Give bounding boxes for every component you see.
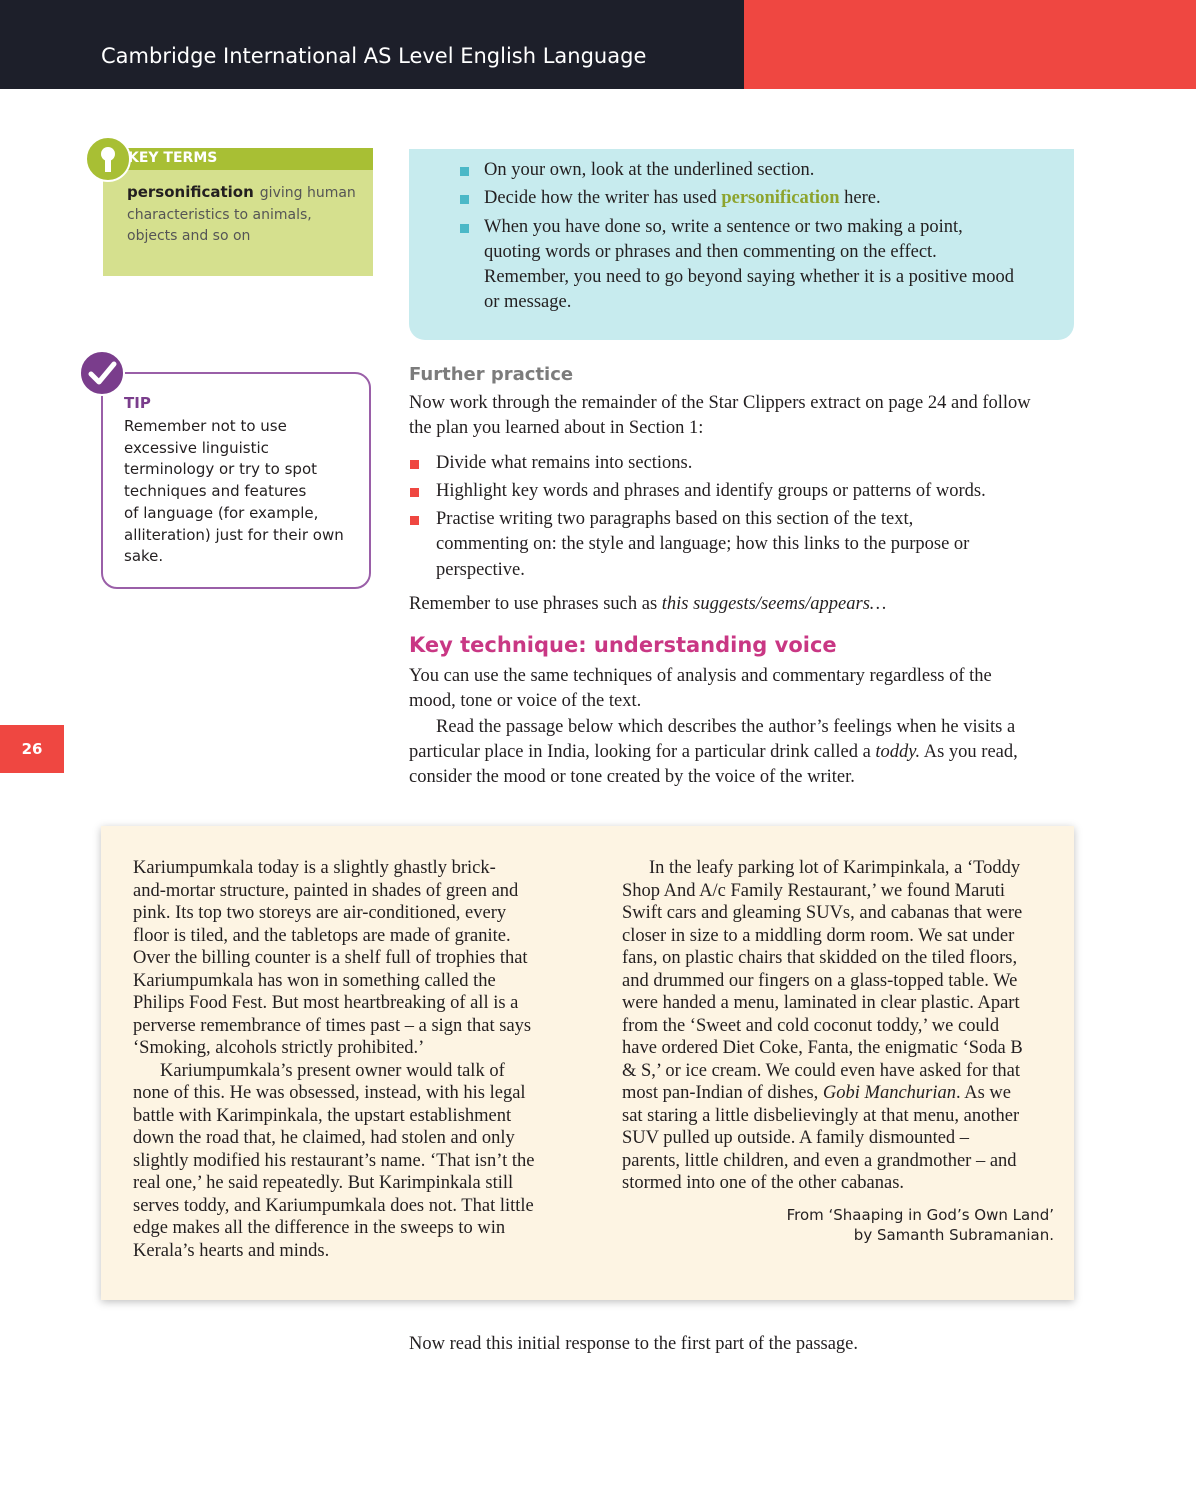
key-technique-body: You can use the same techniques of analysis and commentary regardless of the mood, tone or voice of the text. Read the passage below which describes the author’s feelings when he visits a particular place in India, looking for a particular drink called a toddy. As you read, consider the mood or tone created by the voice of the writer. bbox=[409, 666, 1018, 788]
definition-line: objects and so on bbox=[127, 228, 251, 244]
checkmark-icon bbox=[79, 350, 125, 396]
list-item: Divide what remains into sections. bbox=[409, 451, 1089, 476]
key-technique-heading: Key technique: understanding voice bbox=[409, 633, 837, 657]
tip-line: techniques and features bbox=[124, 482, 307, 501]
square-bullet-icon bbox=[460, 167, 469, 176]
definition-line: giving human bbox=[259, 185, 356, 201]
square-bullet-icon bbox=[460, 195, 469, 204]
tip-line: Remember not to use bbox=[124, 417, 287, 435]
header-accent bbox=[744, 0, 1196, 89]
tip-line: alliteration) just for their own bbox=[124, 525, 344, 544]
activity-list bbox=[460, 158, 1060, 316]
square-bullet-icon bbox=[410, 460, 419, 469]
tip-line: of language (for example, bbox=[124, 503, 319, 522]
page-number: 26 bbox=[0, 725, 64, 773]
list-item: When you have done so, write a sentence or two making a point, quoting words or phrases and then commenting on the effect. Remember, you need to go beyond saying whether it is a positive mood or message. bbox=[460, 215, 1060, 316]
further-list bbox=[409, 451, 1089, 586]
key-term: personification bbox=[127, 183, 254, 201]
extract-column-left: Kariumpumkala today is a slightly ghastly brick- and-mortar structure, painted in shades of green and pink. Its top two storeys are air-conditioned, every floor is tiled, and the tabletops are made of granite. Over the billing counter is a shelf full of trophies that Kariumpumkala has won in something called the Philips Food Fest. But most heartbreaking of all is a perverse remembrance of times past – a sign that says ‘Smoking, alcohols strictly prohibited.’ Kariumpumkala’s present owner would talk of none of this. He was obsessed, instead, with his legal battle with Karimpinkala, the upstart establishment down the road that, he claimed, had stolen and only slightly modified his restaurant’s name. ‘That isn’t the real one,’ he said repeatedly. But Karimpinkala still serves toddy, and Kariumpumkala does not. That little edge makes all the difference in the sweeps to win Kerala’s hearts and minds. bbox=[133, 858, 535, 1261]
tip-body bbox=[124, 416, 359, 568]
square-bullet-icon bbox=[410, 516, 419, 525]
tip-title: TIP bbox=[124, 394, 151, 412]
tip-line: sake. bbox=[124, 547, 164, 566]
closing-sentence: Now read this initial response to the first part of the passage. bbox=[409, 1334, 859, 1354]
remember-line: Remember to use phrases such as this suggests/seems/appears… bbox=[409, 594, 887, 614]
square-bullet-icon bbox=[410, 488, 419, 497]
key-terms-body bbox=[127, 182, 363, 248]
list-item: On your own, look at the underlined section. bbox=[460, 158, 1060, 183]
further-intro: Now work through the remainder of the Star Clippers extract on page 24 and follow the plan you learned about in Section 1: bbox=[409, 393, 1031, 439]
square-bullet-icon bbox=[460, 224, 469, 233]
definition-line: characteristics to animals, bbox=[127, 206, 312, 223]
tip-line: terminology or try to spot bbox=[124, 460, 318, 479]
further-practice-heading: Further practice bbox=[409, 364, 574, 385]
list-item: Highlight key words and phrases and identify groups or patterns of words. bbox=[409, 479, 1089, 504]
key-term-highlight: personification bbox=[721, 188, 840, 209]
tip-line: excessive linguistic bbox=[124, 438, 269, 457]
header-title: Cambridge International AS Level English Language bbox=[101, 44, 647, 68]
extract-column-right: In the leafy parking lot of Karimpinkala, a ‘Toddy Shop And A/c Family Restaurant,’ we found Maruti Swift cars and gleaming SUVs, and cabanas that were closer in size to a middling dorm room. We sat under fans, on plastic chairs that skidded on the tiled floors, and drummed our fingers on a glass-topped table. We were handed a menu, laminated in clear plastic. Apart from the ‘Sweet and cold coconut toddy,’ we could have ordered Diet Coke, Fanta, the enigmatic ‘Soda B & S,’ or ice cream. We could even have asked for that most pan-Indian of dishes, Gobi Manchurian. As we sat staring a little disbelievingly at that menu, another SUV pulled up outside. A family dismounted – parents, little children, and even a grandmother – and stormed into one of the other cabanas. bbox=[622, 858, 1023, 1193]
list-item: Practise writing two paragraphs based on this section of the text, commenting on: the style and language; how this links to the purpose or perspective. bbox=[409, 507, 1089, 583]
key-terms-title: KEY TERMS bbox=[128, 150, 218, 166]
key-icon bbox=[85, 136, 131, 182]
key-terms-box bbox=[103, 148, 373, 276]
list-item: Decide how the writer has used personification here. bbox=[460, 186, 1060, 211]
extract-source: From ‘Shaaping in God’s Own Land’ by Samanth Subramanian. bbox=[786, 1206, 1054, 1244]
